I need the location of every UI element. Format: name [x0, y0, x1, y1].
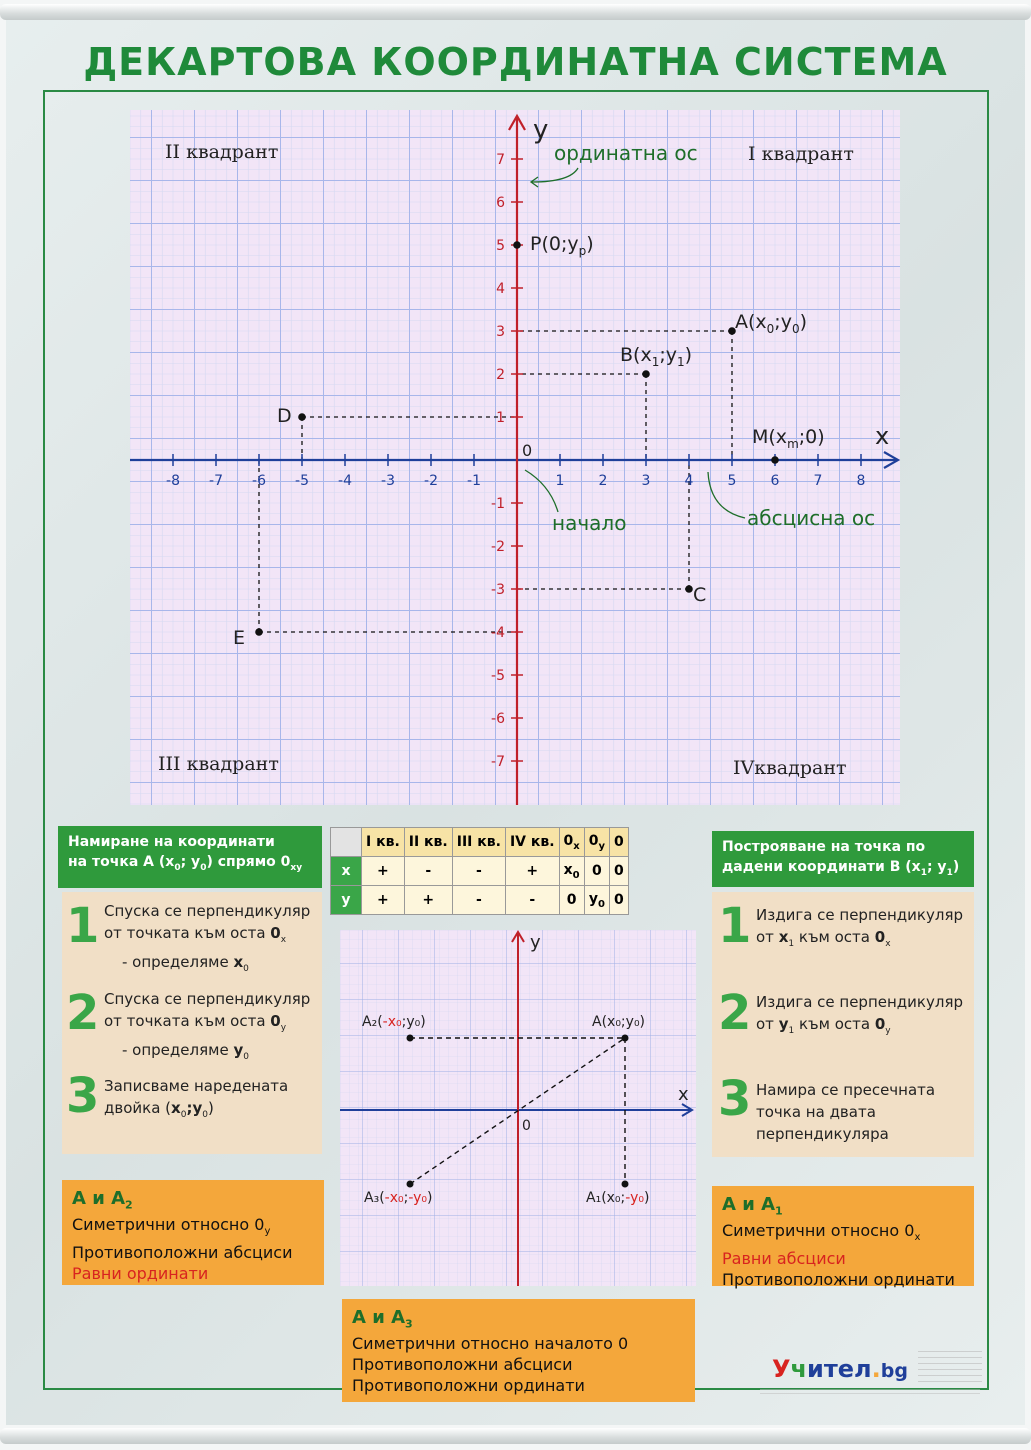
publisher-fine-print	[918, 1346, 982, 1384]
x-tick-label: 6	[770, 473, 780, 489]
cell: -	[404, 857, 452, 886]
x-tick-label: -2	[424, 473, 438, 489]
label-A1: A₁(x₀;-y₀)	[586, 1190, 650, 1206]
cell: 0	[584, 857, 609, 886]
x-tick-label: -3	[381, 473, 395, 489]
y-tick-label: 7	[496, 152, 505, 168]
y-tick-label: 3	[496, 324, 505, 340]
quadrant-1-label: I квадрант	[748, 143, 854, 165]
y-tick-label: -3	[491, 582, 505, 598]
right-step-1-number: 1	[718, 898, 752, 954]
box-A-A2: А и $А_2$ Симетрични относно $0_y$ Противоположни абсциси Равни ординати	[62, 1180, 324, 1285]
point-C-label: C	[693, 584, 707, 606]
point-P-label: $P(0;y_p)$	[530, 233, 594, 258]
cell: +	[505, 857, 559, 886]
publisher-logo: Учител.bg	[772, 1355, 908, 1383]
sign-table-header-row	[331, 828, 629, 857]
symmetry-chart	[340, 930, 696, 1290]
sign-table-corner	[331, 828, 362, 857]
header-oy: $0_y$	[584, 828, 609, 857]
cell: 0	[610, 886, 629, 915]
y-tick-label: -5	[491, 668, 505, 684]
point-A	[622, 1035, 629, 1042]
point-P	[513, 241, 521, 249]
x-tick-label: 5	[727, 473, 737, 489]
x-tick-label: 7	[813, 473, 823, 489]
symmetry-origin-label: 0	[522, 1118, 531, 1134]
top-rod	[0, 4, 1031, 20]
y-tick-label: 1	[496, 410, 505, 426]
bottom-rod	[0, 1428, 1031, 1444]
point-D	[298, 413, 306, 421]
sign-table-row-x	[331, 857, 629, 886]
main-coordinate-chart	[130, 110, 902, 810]
point-A2	[407, 1035, 414, 1042]
right-step-3-number: 3	[718, 1071, 752, 1127]
sign-table-row-y	[331, 886, 629, 915]
left-step-2-number: 2	[66, 985, 100, 1041]
left-step-2-text: Спуска се перпендикуляр от точката към оста $0_y$ - определяме $y_0$	[104, 990, 311, 1062]
point-C	[685, 585, 693, 593]
row-x-label: x	[331, 857, 362, 886]
box-A-A1: А и $А_1$ Симетрични относно $0_x$ Равни абсциси Противоположни ординати	[712, 1186, 974, 1286]
point-B-label: $B(x_1;y_1)$	[620, 344, 693, 369]
left-step-1-text: Спуска се перпендикуляр от точката към оста $0_x$ - определяме $x_0$	[104, 902, 311, 974]
symmetry-x-label: x	[678, 1084, 689, 1105]
page-title: ДЕКАРТОВА КООРДИНАТНА СИСТЕМА	[83, 40, 948, 84]
right-step-2-text: Издига се перпендикуляр от $y_1$ към оста $0_y$	[756, 993, 963, 1036]
cell: 0	[610, 857, 629, 886]
symmetry-y-label: y	[530, 932, 541, 953]
label-A2: A₂(-x₀;y₀)	[362, 1014, 426, 1030]
y-tick-label: -1	[491, 496, 505, 512]
label-A: A(x₀;y₀)	[592, 1014, 646, 1030]
y-tick-label: 6	[496, 195, 505, 211]
point-A3	[407, 1181, 414, 1188]
point-M-label: $M(x_m;0)$	[752, 426, 825, 451]
header-origin: 0	[610, 828, 629, 857]
right-step-1-text: Издига се перпендикуляр от $x_1$ към оста $0_x$	[756, 906, 963, 949]
x-tick-label: -5	[295, 473, 309, 489]
right-step-3-text: Намира се пресечната точка на двата перпендикуляра	[756, 1081, 936, 1143]
point-D-label: D	[277, 405, 292, 427]
cell: $y_0$	[584, 886, 609, 915]
left-step-3-text: Записваме наредената двойка $(x_0;y_0)$	[104, 1077, 289, 1120]
cell: +	[404, 886, 452, 915]
origin-label: 0	[522, 441, 533, 460]
grid-background	[130, 110, 900, 805]
ordinate-note: ординатна ос	[554, 141, 698, 165]
x-tick-label: 1	[555, 473, 565, 489]
left-panel-header: Намиране на координати на точка А ($x_0$; $y_0$) спрямо $0_{xy}$	[58, 826, 322, 888]
y-axis-label: y	[533, 115, 549, 145]
header-q2: II кв.	[404, 828, 452, 857]
x-tick-label: 2	[598, 473, 608, 489]
header-ox: $0_x$	[559, 828, 584, 857]
x-tick-label: 8	[856, 473, 866, 489]
quadrant-2-label: II квадрант	[165, 141, 279, 163]
point-A1	[622, 1181, 629, 1188]
point-M	[771, 456, 779, 464]
point-A-label: $A(x_0;y_0)$	[735, 311, 808, 336]
origin-note: начало	[552, 511, 627, 535]
right-step-2-number: 2	[718, 985, 752, 1041]
abscissa-note: абсцисна ос	[747, 506, 876, 530]
cell: -	[452, 886, 505, 915]
cell: -	[452, 857, 505, 886]
point-E-label: E	[233, 627, 246, 649]
cell: $x_0$	[559, 857, 584, 886]
x-tick-label: 4	[684, 473, 694, 489]
label-A3: A₃(-x₀;-y₀)	[364, 1190, 433, 1206]
y-tick-label: -4	[491, 625, 505, 641]
x-tick-label: 3	[641, 473, 651, 489]
point-E	[255, 628, 263, 636]
header-q3: III кв.	[452, 828, 505, 857]
cell: +	[362, 857, 405, 886]
y-tick-label: -2	[491, 539, 505, 555]
quadrant-3-label: III квадрант	[158, 753, 279, 775]
x-tick-label: -6	[252, 473, 266, 489]
y-tick-label: 4	[496, 281, 505, 297]
right-panel-header: Построяване на точка по дадени координати В ($x_1$; $y_1$)	[712, 831, 974, 887]
row-y-label: y	[331, 886, 362, 915]
left-step-3-number: 3	[66, 1068, 100, 1124]
x-axis-label: x	[875, 422, 890, 450]
y-tick-label: 5	[496, 238, 505, 254]
sign-table	[330, 827, 629, 915]
header-q1: I кв.	[362, 828, 405, 857]
header-q4: IV кв.	[505, 828, 559, 857]
x-tick-label: -1	[467, 473, 481, 489]
x-tick-label: -8	[166, 473, 180, 489]
x-tick-label: -4	[338, 473, 352, 489]
quadrant-4-label: IVквадрант	[733, 757, 847, 779]
y-tick-label: 2	[496, 367, 505, 383]
y-tick-label: -6	[491, 711, 505, 727]
cell: +	[362, 886, 405, 915]
point-B	[642, 370, 650, 378]
x-tick-label: -7	[209, 473, 223, 489]
cell: 0	[559, 886, 584, 915]
y-tick-label: -7	[491, 754, 505, 770]
copyright-fine-print	[760, 1386, 980, 1396]
cell: -	[505, 886, 559, 915]
left-step-1-number: 1	[66, 898, 100, 954]
box-A-A3: А и $А_3$ Симетрични относно началото 0 Противоположни абсциси Противоположни ординати	[342, 1299, 695, 1402]
